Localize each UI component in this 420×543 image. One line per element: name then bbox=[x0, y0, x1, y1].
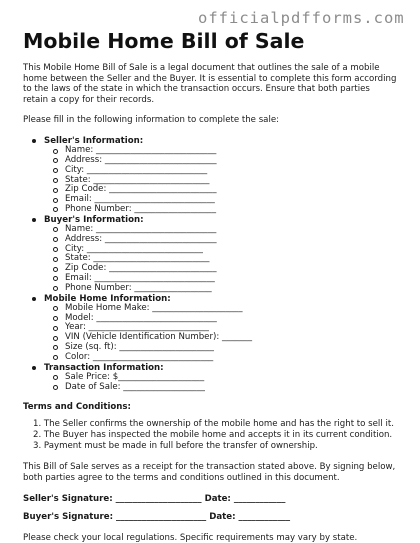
term-item: 3. Payment must be made in full before the transfer of ownership. bbox=[33, 441, 318, 452]
watermark: officialpdfforms.com bbox=[198, 9, 405, 27]
field-date-of-sale: Date of Sale: ___________________ bbox=[44, 383, 397, 393]
field-model: Model: ____________________________ bbox=[44, 314, 397, 324]
field-size: Size (sq. ft): ______________________ bbox=[44, 343, 397, 353]
term-item: 2. The Buyer has inspected the mobile home and accepts it in its current condition. bbox=[33, 430, 393, 441]
section-title: Seller's Information: bbox=[44, 135, 144, 146]
seller-signature-line: Seller's Signature: ____________________ Date: ____________ bbox=[23, 493, 286, 504]
terms-heading: Terms and Conditions: bbox=[23, 402, 131, 413]
section-seller bbox=[23, 136, 397, 215]
field-seller-city: City: ____________________________ bbox=[44, 166, 397, 176]
field-list bbox=[44, 146, 397, 215]
field-year: Year: ____________________________ bbox=[44, 323, 397, 333]
field-buyer-state: State: ___________________________ bbox=[44, 254, 397, 264]
section-transaction bbox=[23, 363, 397, 393]
field-buyer-zip: Zip Code: _________________________ bbox=[44, 264, 397, 274]
buyer-signature-line: Buyer's Signature: _____________________ Date: ____________ bbox=[23, 511, 291, 522]
section-buyer bbox=[23, 215, 397, 294]
field-seller-zip: Zip Code: _________________________ bbox=[44, 185, 397, 195]
field-seller-state: State: ___________________________ bbox=[44, 176, 397, 186]
field-buyer-address: Address: __________________________ bbox=[44, 235, 397, 245]
footer-note: Please check your local regulations. Specific requirements may vary by state. bbox=[23, 532, 358, 543]
field-sale-price: Sale Price: $____________________ bbox=[44, 373, 397, 383]
closing-paragraph: This Bill of Sale serves as a receipt for the transaction stated above. By signing below, both parties agree to the terms and conditions outlined in this document. bbox=[23, 462, 396, 483]
field-seller-name: Name: ____________________________ bbox=[44, 146, 397, 156]
intro-paragraph: This Mobile Home Bill of Sale is a legal document that outlines the sale of a mobile home between the Seller and the Buyer. It is essential to complete this form according to the laws of the state in which the transaction occurs. Ensure that both parties retain a copy for their records. bbox=[23, 63, 397, 105]
field-make: Mobile Home Make: _____________________ bbox=[44, 304, 397, 314]
section-title: Buyer's Information: bbox=[44, 214, 144, 225]
field-vin: VIN (Vehicle Identification Number): _______ bbox=[44, 333, 397, 343]
form-sections bbox=[23, 136, 397, 392]
field-buyer-phone: Phone Number: __________________ bbox=[44, 284, 397, 294]
field-list bbox=[44, 304, 397, 363]
field-list bbox=[44, 225, 397, 294]
terms-list bbox=[23, 419, 397, 452]
field-buyer-email: Email: ____________________________ bbox=[44, 274, 397, 284]
document-page bbox=[23, 28, 397, 543]
section-mobile-home bbox=[23, 294, 397, 363]
term-item: 1. The Seller confirms the ownership of the mobile home and has the right to sell it. bbox=[33, 419, 394, 430]
page-title: Mobile Home Bill of Sale bbox=[23, 29, 305, 53]
field-list bbox=[44, 373, 397, 393]
field-seller-email: Email: ____________________________ bbox=[44, 195, 397, 205]
field-buyer-name: Name: ____________________________ bbox=[44, 225, 397, 235]
field-buyer-city: City: ___________________________ bbox=[44, 245, 397, 255]
section-title: Transaction Information: bbox=[44, 362, 164, 373]
field-seller-phone: Phone Number: ___________________ bbox=[44, 205, 397, 215]
instruction-text: Please fill in the following information to complete the sale: bbox=[23, 115, 280, 126]
section-title: Mobile Home Information: bbox=[44, 293, 171, 304]
field-seller-address: Address: __________________________ bbox=[44, 156, 397, 166]
field-color: Color: ____________________________ bbox=[44, 353, 397, 363]
